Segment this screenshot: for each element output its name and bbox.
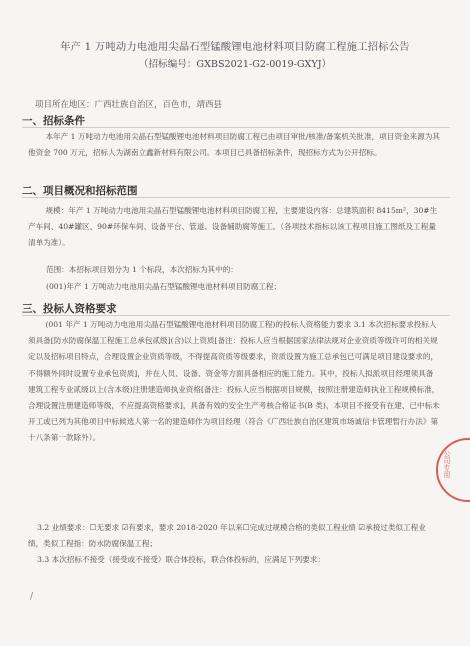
section-3-paragraph-2: 3.2 业绩要求：☐无要求 ☑有要求，要求 2018-2020 年以来☐完成过规模合格的类似工程业绩 ☑承接过类似工程业绩，类似工程指：防水防腐保温工程； bbox=[28, 523, 426, 549]
section-3-paragraph-1: (001 年产 1 万吨动力电池用尖晶石型锰酸锂电池材料项目防腐工程)的投标人资格能力要求 3.1 本次招标要求投标人须具备[防水防腐保温工程施工总承包贰级](含)以上资质[备注：投标人应当根据国家法律法规对企业资质等级许可的相关规定以及招标项目特点，合理设置企业资质等级，不得提高资质等级要求，资质设置为施工总承包已可满足项目建设要求的，不得额外同时设置专业承包资质]，并在人员、设备、资金等方面具备相应的施工能力。其中，投标人拟派项目经理须具备建筑工程专业贰级以上(含本级)注册建造师执业资格[备注：投标人应当根据项目规模，按照注册建造师执业工程规模标准，合理设置注册建造师等级，不应提高资格要求]，具备有效的安全生产考核合格证书(B 类)，本项目不接受有在建、已中标未开工或已列为其他项目中标候选人第一名的建造师作为项目经理（符合《广西壮族自治区建筑市场诚信卡管理暂行办法》第十八条第一款除外）。 bbox=[28, 320, 440, 443]
company-seal bbox=[436, 438, 470, 502]
section-3-divider bbox=[22, 315, 450, 316]
seal-text: 公司专用 bbox=[443, 450, 451, 478]
bid-number: （招标编号：GXBS2021-G2-0019-GXYJ） bbox=[138, 59, 332, 70]
project-location: 项目所在地区：广西壮族自治区，百色市，靖西县 bbox=[35, 100, 223, 110]
section-3-heading: 三、投标人资格要求 bbox=[22, 303, 117, 315]
section-2-paragraph-3: (001)年产 1 万吨动力电池用尖晶石型锰酸锂电池材料项目防腐工程； bbox=[46, 282, 282, 291]
section-3-paragraph-3: 3.3 本次招标不接受（接受或不接受）联合体投标，联合体投标的，应满足下列要求： bbox=[37, 555, 325, 564]
section-2-divider bbox=[22, 197, 450, 198]
section-1-divider bbox=[22, 127, 450, 128]
document-title: 年产 1 万吨动力电池用尖晶石型锰酸锂电池材料项目防腐工程施工招标公告 bbox=[60, 41, 410, 53]
pen-mark: / bbox=[30, 592, 34, 602]
section-2-heading: 二、项目概况和招标范围 bbox=[22, 185, 138, 197]
section-2-paragraph-1: 规模：年产 1 万吨动力电池用尖晶石型锰酸锂电池材料项目防腐工程，主要建设内容：总建筑面积 8415m²，30#生产车间、40#罐区、90#环保车间、设备平台、管道、设备辅助腐等施工。（各项技术指标以该工程项目施工图纸及工程量清单为准）。 bbox=[28, 206, 438, 248]
section-1-paragraph: 本年产 1 万吨动力电池用尖晶石型锰酸锂电池材料项目防腐工程已由项目审批/核准/备案机关批准，项目资金来源为其他资金 700 万元，招标人为湖南立鑫新材料有限公司。本项目已具备招标条件，现招标方式为公开招标。 bbox=[28, 132, 440, 158]
section-2-paragraph-2: 范围：本招标项目划分为 1 个标段，本次招标为其中的： bbox=[46, 265, 238, 274]
section-1-heading: 一、招标条件 bbox=[22, 115, 85, 127]
